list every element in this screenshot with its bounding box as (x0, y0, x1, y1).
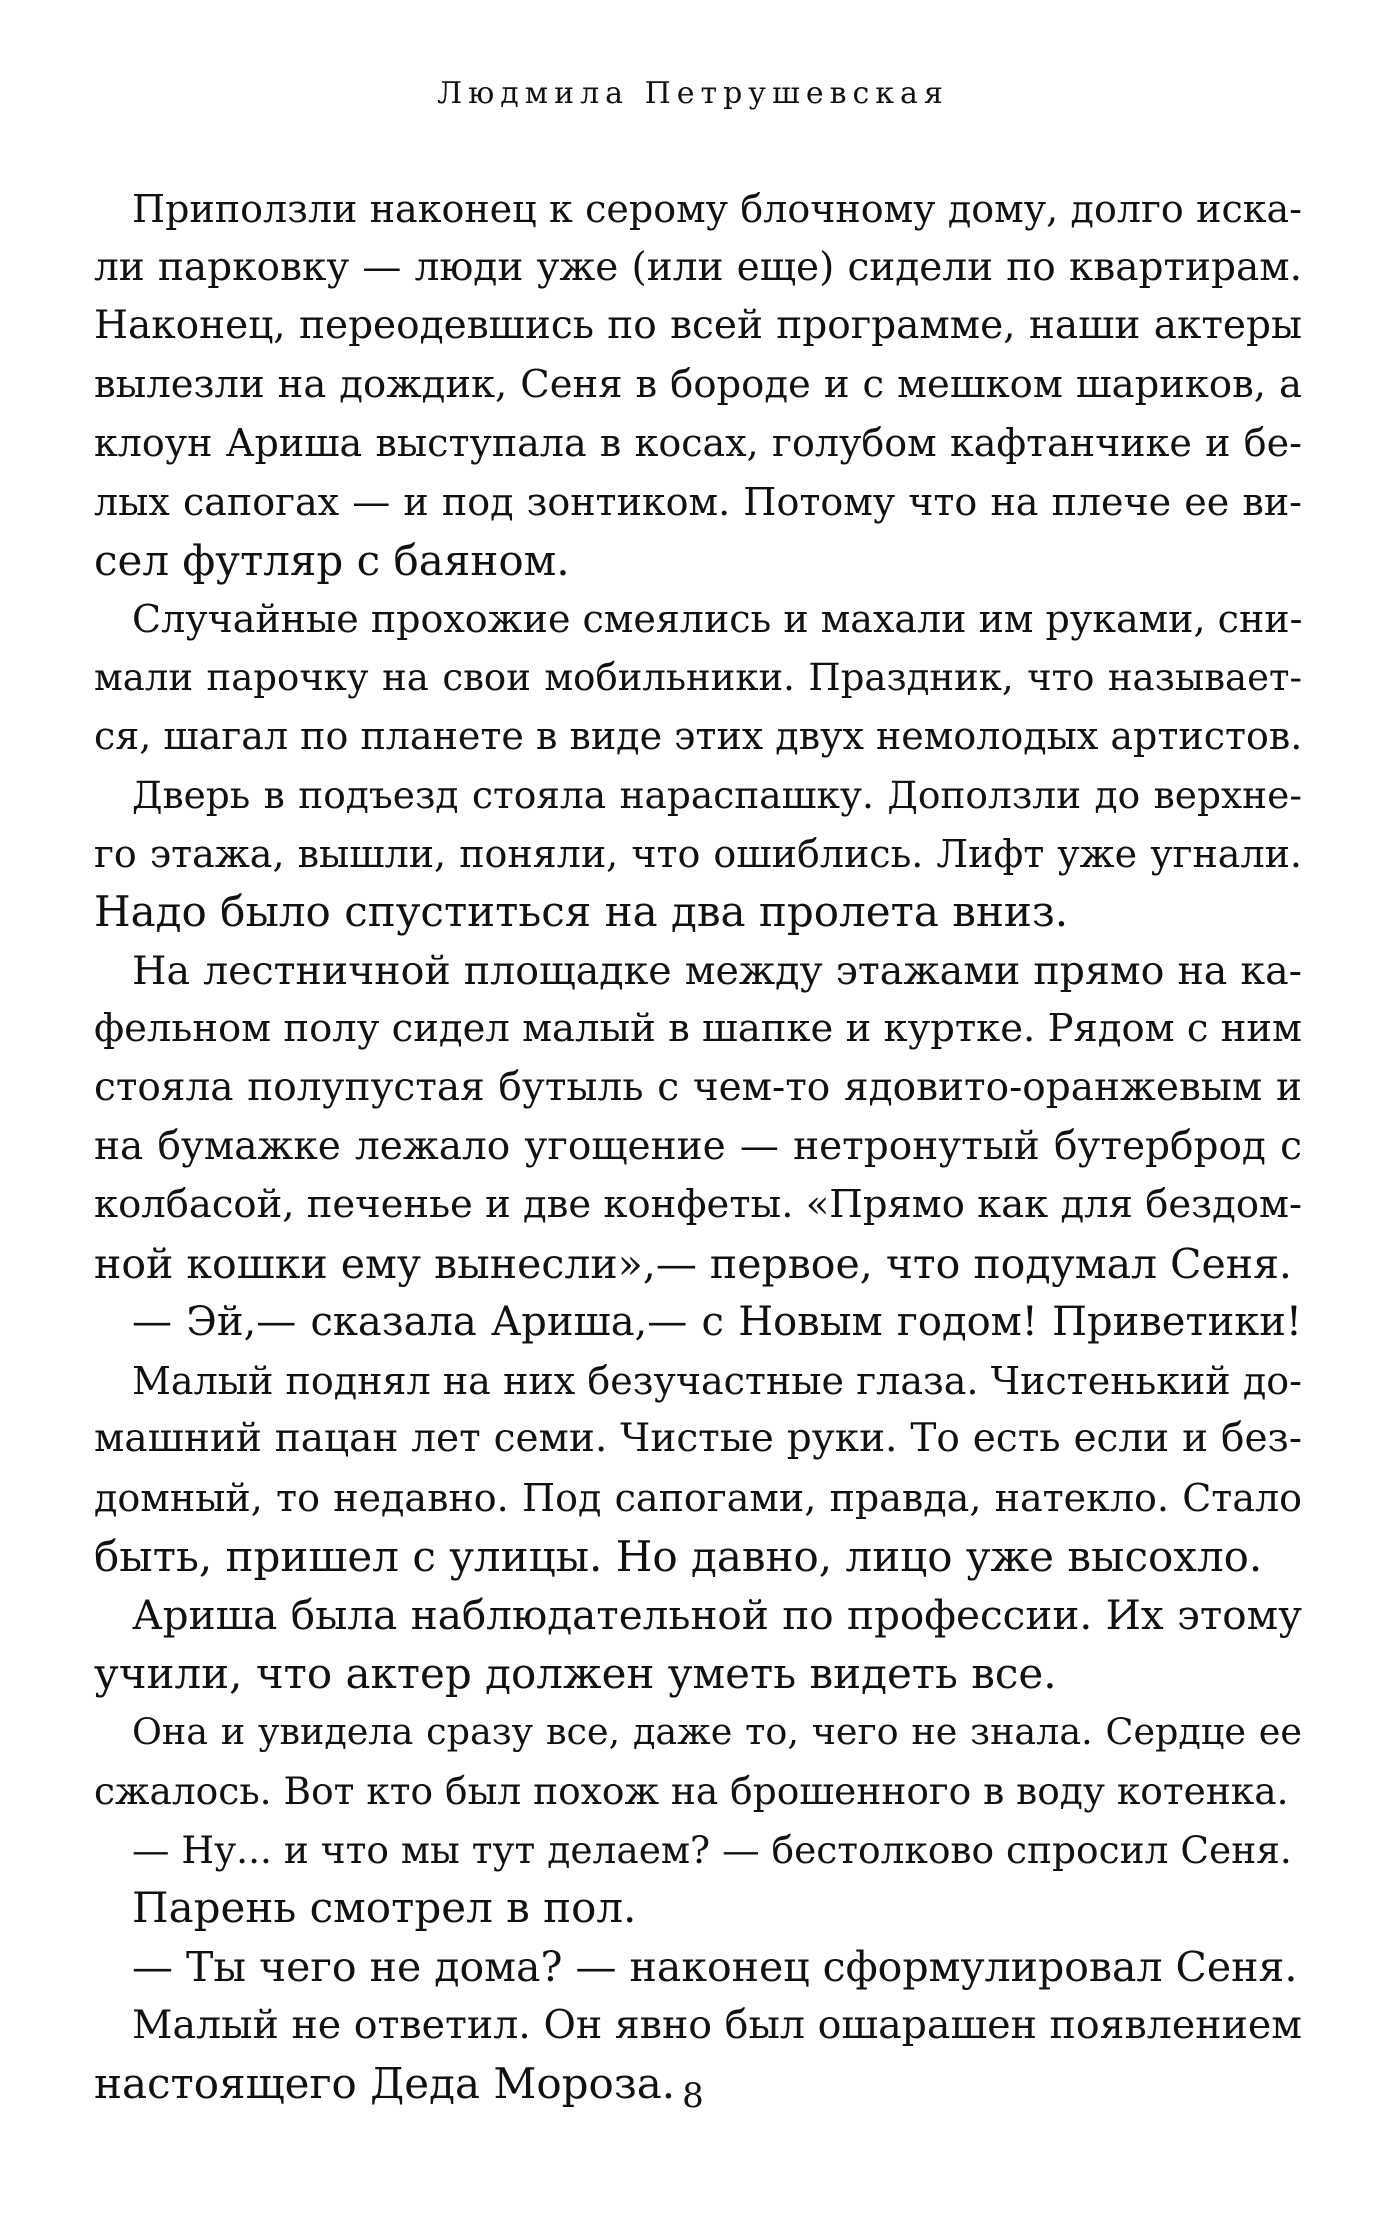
text-line: Малый поднял на них безучастные глаза. Чистенький до- (132, 1358, 1302, 1403)
page-number: 8 (682, 2076, 704, 2116)
running-head: Людмила Петрушевская (437, 76, 949, 111)
text-line: Дверь в подъезд стояла нараспашку. Доползли до верхне- (132, 772, 1302, 817)
body-text (94, 180, 1302, 2114)
text-line: вылезли на дождик, Сеня в бороде и с мешком шариков, а (94, 361, 1302, 407)
text-line: Малый не ответил. Он явно был ошарашен появлением (132, 2002, 1302, 2049)
text-line: ся, шагал по планете в виде этих двух немолодых артистов. (94, 714, 1303, 759)
text-line: Случайные прохожие смеялись и махали им руками, сни- (132, 597, 1303, 642)
text-line: — Эй,— сказала Ариша,— с Новым годом! Приветики! (132, 1299, 1302, 1346)
text-line: быть, пришел с улицы. Но давно, лицо уже высохло. (94, 1531, 1263, 1581)
text-line: колбасой, печенье и две конфеты. «Прямо как для бездом- (94, 1182, 1302, 1228)
text-line: — Ты чего не дома? — наконец сформулировал Сеня. (132, 1942, 1298, 1991)
text-line: ли парковку — люди уже (или еще) сидели по квартирам. (94, 244, 1302, 290)
text-line: Парень смотрел в пол. (132, 1883, 637, 1933)
text-line: — Ну... и что мы тут делаем? — бестолково спросил Сеня. (132, 1827, 1292, 1872)
text-line: ной кошки ему вынесли»,— первое, что подумал Сеня. (94, 1239, 1292, 1288)
text-line: домный, то недавно. Под сапогами, правда, натекло. Стало (94, 1476, 1302, 1521)
text-line: настоящего Деда Мороза. (94, 2059, 676, 2108)
text-line: Она и увидела сразу все, даже то, чего не знала. Сердце ее (132, 1710, 1302, 1754)
text-line: фельном полу сидел малый в шапке и куртке. Рядом с ним (94, 1006, 1302, 1052)
text-line: Надо было спуститься на два пролета вниз. (94, 887, 1069, 937)
text-line: На лестничной площадке между этажами прямо на ка- (132, 947, 1302, 994)
text-line: машний пацан лет семи. Чистые руки. То есть если и без- (94, 1416, 1302, 1462)
text-line: учили, что актер должен уметь видеть все. (94, 1648, 1057, 1698)
text-line: Наконец, переодевшись по всей программе, наши актеры (94, 303, 1302, 349)
text-line: мали парочку на свои мобильники. Праздник, что называет- (94, 655, 1302, 699)
text-line: на бумажке лежало угощение — нетронутый бутерброд с (94, 1123, 1302, 1169)
text-line: сел футляр с баяном. (94, 535, 570, 585)
text-line: сжалось. Вот кто был похож на брошенного в воду котенка. (94, 1769, 1289, 1814)
text-line: клоун Ариша выступала в косах, голубом кафтанчике и бе- (94, 421, 1302, 466)
text-line: го этажа, вышли, поняли, что ошиблись. Лифт уже угнали. (94, 831, 1302, 876)
text-line: Ариша была наблюдательной по профессии. Их этому (132, 1591, 1302, 1640)
text-line: Приползли наконец к серому блочному дому, долго иска- (132, 187, 1302, 231)
text-line: лых сапогах — и под зонтиком. Потому что на плече ее ви- (94, 479, 1302, 524)
text-line: стояла полупустая бутыль с чем-то ядовито-оранжевым и (94, 1064, 1302, 1110)
